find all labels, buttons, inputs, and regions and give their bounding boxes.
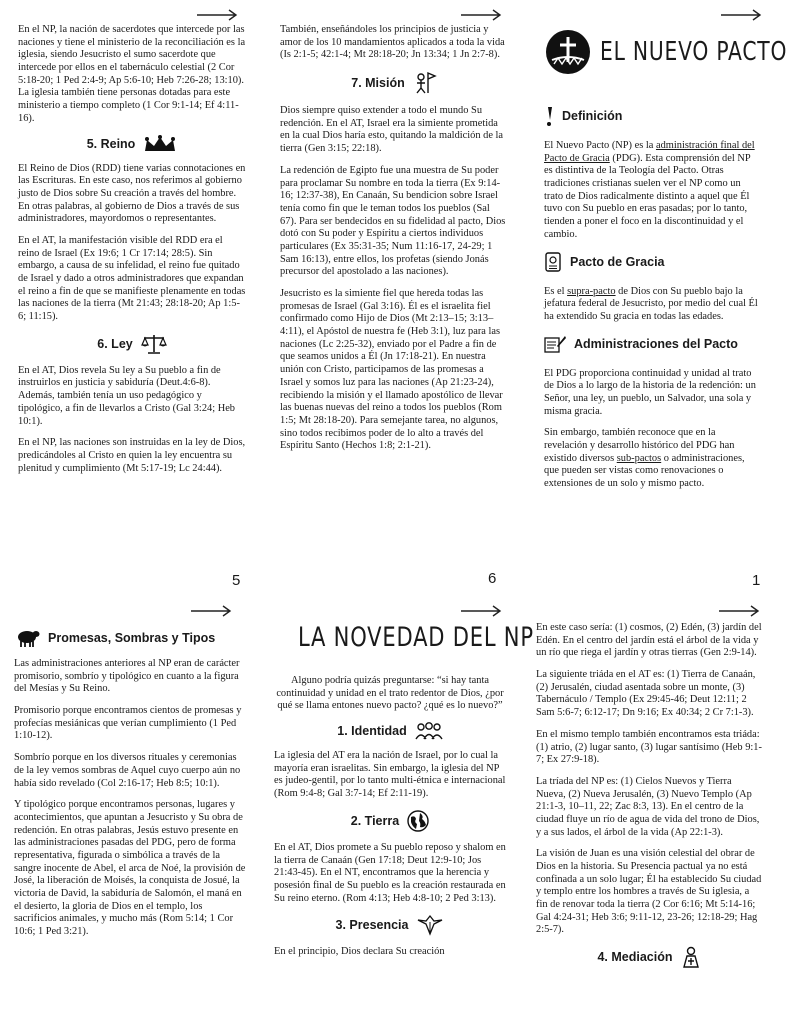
- section-heading-definicion: Definición: [544, 106, 758, 126]
- page-title: EL NUEVO PACTO: [600, 37, 787, 67]
- paragraph: En el AT, Dios revela Su ley a Su pueblo a fin de instruirlos en justicia y sabiduría (Deut.4:6-8). Además, también tenía un uso pedagógico y tipológico, a fin de llevarlos a Cristo (Gal 3:24; Heb 10:1).: [18, 364, 236, 427]
- paragraph: El Reino de Dios (RDD) tiene varias connotaciones en las Escrituras. En este caso, nos referimos al gobierno justo de Dios sobre Su creación a través del hombre. En otras palabras, al gobierno de Dios a través de sus administradores, mayordomos o representantes.: [18, 162, 246, 225]
- paragraph: Las administraciones anteriores al NP eran de carácter promisorio, sombrío y tipológico en cuanto a la figura del Mesías y Su Reino.: [14, 658, 240, 695]
- paragraph: Alguno podría quizás preguntarse: “si hay tanta continuidad y unidad en el trato redentor de Dios, ¿por qué se llama entones nuevo pacto? ¿qué es lo nuevo?”: [276, 675, 504, 712]
- section-heading-ley: 6. Ley: [18, 333, 246, 355]
- arrow-right-icon: [196, 8, 238, 22]
- scroll-icon: [544, 252, 562, 272]
- arrow-right-icon: [460, 8, 502, 22]
- scales-icon: [141, 333, 167, 355]
- page-number: 5: [232, 572, 241, 589]
- panel-presencia-cont: [536, 622, 762, 1024]
- crown-icon: [143, 135, 177, 153]
- page-number: 1: [752, 572, 761, 589]
- paragraph: El Nuevo Pacto (NP) es la administración final del Pacto de Gracia (PDG). Esta comprensión del NP es distintiva de la Teología del Pacto. Otras tradiciones cristianas suelen ver el NP como un trato de Dios radicalmente distinto a aquel que Él tuvo con Su pueblo en eras pasadas; por lo tanto, tienden a poner el foco en la discontinuidad y el cambio.: [544, 140, 755, 240]
- section-heading-administraciones: Administraciones del Pacto: [544, 334, 758, 354]
- paragraph: También, enseñándoles los principios de justicia y amor de los 10 mandamientos aplicados a toda la vida (Is 2:1-5; 42:1-4; Mt 28:18-20; Jn 13:34; 1 Jn 2:7-8).: [280, 24, 505, 61]
- section-heading-tierra: 2. Tierra: [274, 810, 506, 832]
- paragraph: La tríada del NP es: (1) Cielos Nuevos y Tierra Nueva, (2) Nueva Jerusalén, (3) Nuevo Templo (Ap 21:1-3, 10–11, 22; Zac 8:3, 13). En el centro de la ciudad fluye un río de agua de vida del trono de Dios, y a sus lados, el árbol de la vida (Ap 22:1-3).: [536, 775, 760, 838]
- section-heading-pacto-de-gracia: Pacto de Gracia: [544, 252, 758, 272]
- globe-icon: [407, 810, 429, 832]
- panel-novedad: [274, 622, 534, 1024]
- paragraph: En este caso sería: (1) cosmos, (2) Edén, (3) jardín del Edén. En el centro del jardín está el árbol de la vida y un río que riega el jardín y otras tierras (Gen 2:9-14).: [536, 622, 762, 659]
- section-heading-mision: 7. Misión: [280, 71, 508, 95]
- panel-reino-ley: [18, 24, 246, 590]
- paragraph: Promisorio porque encontramos cientos de promesas y profecías mesiánicas que verían cumplimiento (1 Ped 1:10-12).: [14, 705, 242, 742]
- paragraph: La redención de Egipto fue una muestra de Su poder para proclamar Su nombre en toda la tierra (Ex 9:14-16; 12:37-38), En Canaán, Su bendicion sobre Israel tenía como fin que le teman todos los pueblos (Sal 67). Para ser bendecidos en su fidelidad al pacto, Dios dotó con Su poder y Espíritu a ciertos individuos particulares (Ex 35:31-35; Num 11:16-17, 24-29; 1 Sam 16:13), entre ellos, los profetas (siendo Jonás precursor del apostolado a las naciones).: [280, 164, 506, 278]
- paragraph: Es el supra-pacto de Dios con Su pueblo bajo la jefatura federal de Jesucristo, por medio del cual Él ha extendido Su gracia en todas las edades.: [544, 285, 758, 322]
- arrow-right-icon: [460, 604, 502, 618]
- paragraph: En el NP, la nación de sacerdotes que intercede por las naciones y tiene el ministerio de la reconciliación es la iglesia, siendo Jesucristo el sumo sacerdote que intercede por ellos en el tabernáculo celestial (2 Cor 5:18-20; 1 Ped 2:4-9; Ap 5:6-10; Heb 7:26-28; 13:10). La iglesia también tiene personas dotadas para este ministerio a tiempo completo (1 Cor 9:1-14; Ef 4:11-16).: [18, 24, 246, 124]
- paragraph: En el NP, las naciones son instruidas en la ley de Dios, predicándoles al Cristo en quien la ley encuentra su plenitud y cumplimiento (Mt 5:17-19; Lc 24:44).: [18, 437, 246, 474]
- priest-icon: [681, 946, 701, 968]
- panel-nuevo-pacto: [544, 28, 787, 592]
- paragraph: Dios siempre quiso extender a todo el mundo Su redención. En el AT, Israel era la simiente prometida en la cual Dios haría esto, quitando la maldición de la tierra (Gen 3:15; 22:18).: [280, 105, 504, 155]
- section-heading-promesas: Promesas, Sombras y Tipos: [14, 628, 246, 648]
- arrow-right-icon: [718, 604, 760, 618]
- section-title: LA NOVEDAD DEL NP: [298, 622, 534, 653]
- dove-icon: [416, 914, 444, 936]
- exclamation-icon: [544, 106, 554, 126]
- paragraph: Sin embargo, también reconoce que en la revelación y desarrollo histórico del PDG han existido diversos sub-pactos o administraciones, que pueden ser vistas como renovaciones o extensiones de un solo y mismo pacto.: [544, 427, 745, 490]
- paragraph: La visión de Juan es una visión celestial del obrar de Dios en la historia. Su Presencia pactual ya no está confinada a un solo lugar; Él ha establecido Su ciudad y templo entre los hombres a través de Su iglesia, a fin de renovar toda la tierra (2 Cor 6:16; Mt 5:14-16; Gal 4:24-31; Heb 3:6; 9:11-12, 23-26; 12:18-29; Hag 2:5-7).: [536, 848, 762, 936]
- arrow-right-icon: [720, 8, 762, 22]
- section-heading-identidad: 1. Identidad: [274, 722, 506, 740]
- section-heading-presencia: 3. Presencia: [274, 914, 506, 936]
- paragraph: En el principio, Dios declara Su creación: [274, 946, 445, 958]
- arrow-right-icon: [190, 604, 232, 618]
- paragraph: El PDG proporciona continuidad y unidad al trato de Dios a lo largo de la historia de la redención: un Señor, una ley, un pueblo, un Salvador, una sola y misma gracia.: [544, 367, 756, 417]
- page-number: 6: [488, 570, 497, 587]
- paragraph: Jesucristo es la simiente fiel que hereda todas las promesas de Israel (Gal 3:16). Él es el israelita fiel confirmado como Hijo de Dios (Mt 2:13–15; 3:13–4:11), el Apóstol de nuestra fe (Heb 3:1), luz para las naciones (Lc 2:25-32), enviado por el Padre a fin de que seamos unidos a Él (Jn 17:18-21). En nuestra unión con Cristo, participamos de las promesas a Israel y somos luz para las naciones (Ap 21:23-24), recibiendo la misión y el llamado apostólico de llevar las buenas nuevas del reino a todos los pueblos (Rom 1:5; Mt 28:18-20). Para semejante tarea, no algunos, sino todos recibimos poder de lo alto a través del Espíritu Santo (Hechos 1:8; 2:1-21).: [280, 288, 503, 452]
- section-heading-mediacion: 4. Mediación: [536, 946, 762, 968]
- section-heading-reino: 5. Reino: [18, 135, 246, 153]
- panel-mision: [280, 24, 508, 590]
- writing-hand-icon: [544, 334, 566, 354]
- people-group-icon: [415, 722, 443, 740]
- paragraph: Y tipológico porque encontramos personas, lugares y acontecimientos, que apuntan a Jesucristo y Su obra de redención. En otras palabras, Jesús estuvo presente en las administraciones pasadas del PDG, pero de forma representativa, figurada o simbólica a través de la sangre inocente de Abel, el arca de Noé, la provisión de José, la liberación de Moisés, la conquista de Josué, la victoria de David, la sabiduría de Salomón, el maná en el desierto, la gloria de Dios en el templo, los sacrificios animales, y mucho más (Rom 5:14; 1 Cor 10:6; 1 Ped 3:21).: [14, 799, 246, 938]
- paragraph: Sombrío porque en los diversos rituales y ceremonias de la ley vemos sombras de Aquel cuyo cuerpo aún no había sido revelado (Col 2:16-17; Heb 8:5; 10:1).: [14, 752, 241, 789]
- panel-promesas: [14, 624, 246, 1024]
- paragraph: En el AT, la manifestación visible del RDD era el reino de Israel (Ex 19:6; 1 Cr 17:14; 28:5). Sin embargo, a causa de su infelidad, el reino fue quitado de Israel y dado a otros administradores que expandan el reino a fin de que se manifieste plenamente en todas las naciones de la tierra (Mt 21:43; 28:18-20; Ap 1:5-6; 11:15).: [18, 234, 246, 323]
- paragraph: La iglesia del AT era la nación de Israel, por lo cual la mayoría eran israelitas. Sin embargo, la iglesia del NP es judeo-gentil, por lo tanto multi-étnica e internacional (Rom 9:4-8; Gal 3:7-14; Ef 2:11-19).: [274, 750, 506, 800]
- paragraph: En el AT, Dios promete a Su pueblo reposo y shalom en la tierra de Canaán (Gen 17:18; Deut 12:9-10; Jos 21:43-45). En el NT, encontramos que la herencia y posesión final de Su pueblo es la creación restaurada en Su reino eterno. (Rom 4:13; Heb 4:8-10; 2 Ped 3:13).: [274, 841, 506, 904]
- flag-person-icon: [413, 71, 437, 95]
- paragraph: En el mismo templo también encontramos esta triáda: (1) atrio, (2) lugar santo, (3) lugar santísimo (Heb 9:1-7; Ex 27:9-18).: [536, 728, 762, 766]
- title-block: [544, 28, 787, 76]
- crown-of-thorns-icon: [544, 28, 592, 76]
- lamb-icon: [14, 628, 40, 648]
- paragraph: La siguiente triáda en el AT es: (1) Tierra de Canaán, (2) Jerusalén, ciudad asentada sobre un monte, (3) Tabernáculo / Templo (Ex 29:45-46; Deut 12:11; 2 Sam 5:6-7; 6:12-17; Dn 9:16; Ex 40:34; 2 Cr 7:1-3).: [536, 669, 756, 719]
